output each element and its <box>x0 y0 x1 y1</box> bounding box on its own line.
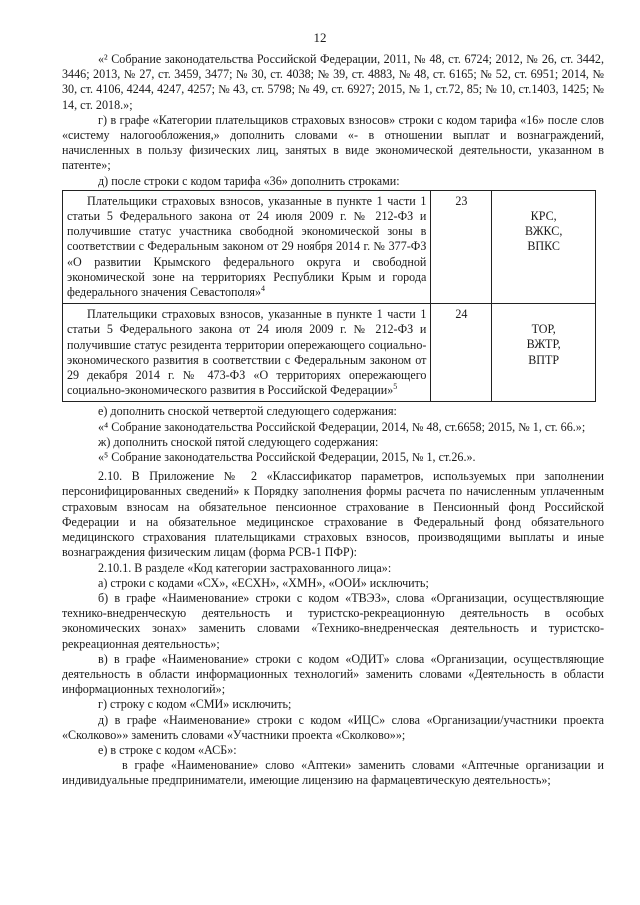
paragraph-g-categories: г) в графе «Категории плательщиков страховых взносов» строки с кодом тарифа «16» после слов «систему налогообложения,» дополнить словами «- в отношении выплат и вознаграждений, начисленных в пользу физических лиц, занятых в виде экономической деятельности, указанном в патенте»; <box>62 112 604 173</box>
list-item: в графе «Наименование» слово «Аптеки» заменить словами «Аптечные организации и индивидуальные предприниматели, имеющие лицензию на фармацевтическую деятельность»; <box>62 758 604 788</box>
list-item: е) в строке с кодом «АСБ»: <box>98 742 237 757</box>
footnote-4-text: «⁴ Собрание законодательства Российской Федерации, 2014, № 48, ст.6658; 2015, № 1, ст. 66.»; <box>98 419 586 434</box>
tariff-code: 23 <box>431 190 492 303</box>
table-row <box>63 190 596 303</box>
paragraph-d-add-rows: д) после строки с кодом тарифа «36» дополнить строками: <box>98 173 400 188</box>
list-item: в) в графе «Наименование» строки с кодом «ОДИТ» слова «Организации, осуществляющие деятельность в области информационных технологий» заменить словами «Деятельность в области информационных технологий»; <box>62 651 604 697</box>
tariff-description: Плательщики страховых взносов, указанные в пункте 1 части 1 статьи 5 Федерального закона от 24 июля 2009 г. № 212-ФЗ и получившие статус резидента территории опережающего социально-экономического развития в соответствии с Федеральным законом от 29 декабря 2014 г. № 473-ФЗ «О территориях опережающего социально-экономического развития в Российской Федерации» <box>67 307 427 398</box>
category-codes: ТОР, ВЖТР, ВПТР <box>492 304 596 402</box>
section-2-10: 2.10. В Приложение № 2 «Классификатор параметров, используемых при заполнении персонифицированных сведений» к Порядку заполнения формы расчета по начисленным уплаченным страховым взносам на обязательное пенсионное страхование в Пенсионный фонд Российской Федерации и на обязательное медицинское страхование в Федеральный фонд обязательного медицинского страхования плательщиками страховых взносов, производящими выплаты и иные вознаграждения физическим лицам (форма РСВ-1 ПФР): <box>62 469 604 560</box>
document-body <box>62 52 604 789</box>
list-item: б) в графе «Наименование» строки с кодом «ТВЭЗ», слова «Организации, осуществляющие технико-внедренческую деятельность и туристско-рекреационную деятельность в особых экономических зонах» заменить словами «Технико-внедренческая деятельность и туристско-рекреационная деятельность»; <box>62 590 604 651</box>
page-number: 12 <box>313 30 327 45</box>
footnote-5-text: «⁵ Собрание законодательства Российской Федерации, 2015, № 1, ст.26.». <box>98 450 476 465</box>
table-row <box>63 304 596 402</box>
list-item: 2.10.1. В разделе «Код категории застрахованного лица»: <box>98 560 392 575</box>
list-item: а) строки с кодами «СХ», «ЕСХН», «ХМН», «ООИ» исключить; <box>98 575 429 590</box>
paragraph-e-footnote-4: е) дополнить сноской четвертой следующего содержания: <box>98 404 397 419</box>
footnote-2-text: «² Собрание законодательства Российской Федерации, 2011, № 48, ст. 6724; 2012, № 26, ст. 3442, 3446; 2013, № 27, ст. 3459, 3477; № 30, ст. 4038; № 39, ст. 4883, № 48, ст. 6165; № 52, ст. 6951; 2014, № 30, ст. 4106, 4244, 4247, 4257; № 43, ст. 5798; № 49, ст. 6927; 2015, № 1, ст.72, 85; № 10, ст.1403, 1425; № 14, ст. 2018.»; <box>62 52 604 112</box>
tariff-code: 24 <box>431 304 492 402</box>
footnote-marker: 5 <box>393 382 398 392</box>
tariff-description: Плательщики страховых взносов, указанные в пункте 1 части 1 статьи 5 Федерального закона от 24 июля 2009 г. № 212-ФЗ и получившие статус участника свободной экономической зоны в соответствии с Федеральным законом от 29 ноября 2014 г. № 377-ФЗ «О развитии Крымского федерального округа и свободной экономической зоне на территориях Республики Крым и города федерального значения Севастополя» <box>67 193 427 300</box>
paragraph-zh-footnote-5: ж) дополнить сноской пятой следующего содержания: <box>98 434 379 449</box>
tariff-table <box>62 190 596 403</box>
tariff-description-cell <box>63 190 431 303</box>
category-codes: КРС, ВЖКС, ВПКС <box>492 190 596 303</box>
footnote-marker: 4 <box>261 284 266 294</box>
list-item: г) строку с кодом «СМИ» исключить; <box>98 697 292 712</box>
tariff-description-cell <box>63 304 431 402</box>
amendment-list <box>62 561 604 789</box>
list-item: д) в графе «Наименование» строки с кодом «ИЦС» слова «Организации/участники проекта «Сколково»» заменить словами «Участники проекта «Сколково»»; <box>62 712 604 742</box>
